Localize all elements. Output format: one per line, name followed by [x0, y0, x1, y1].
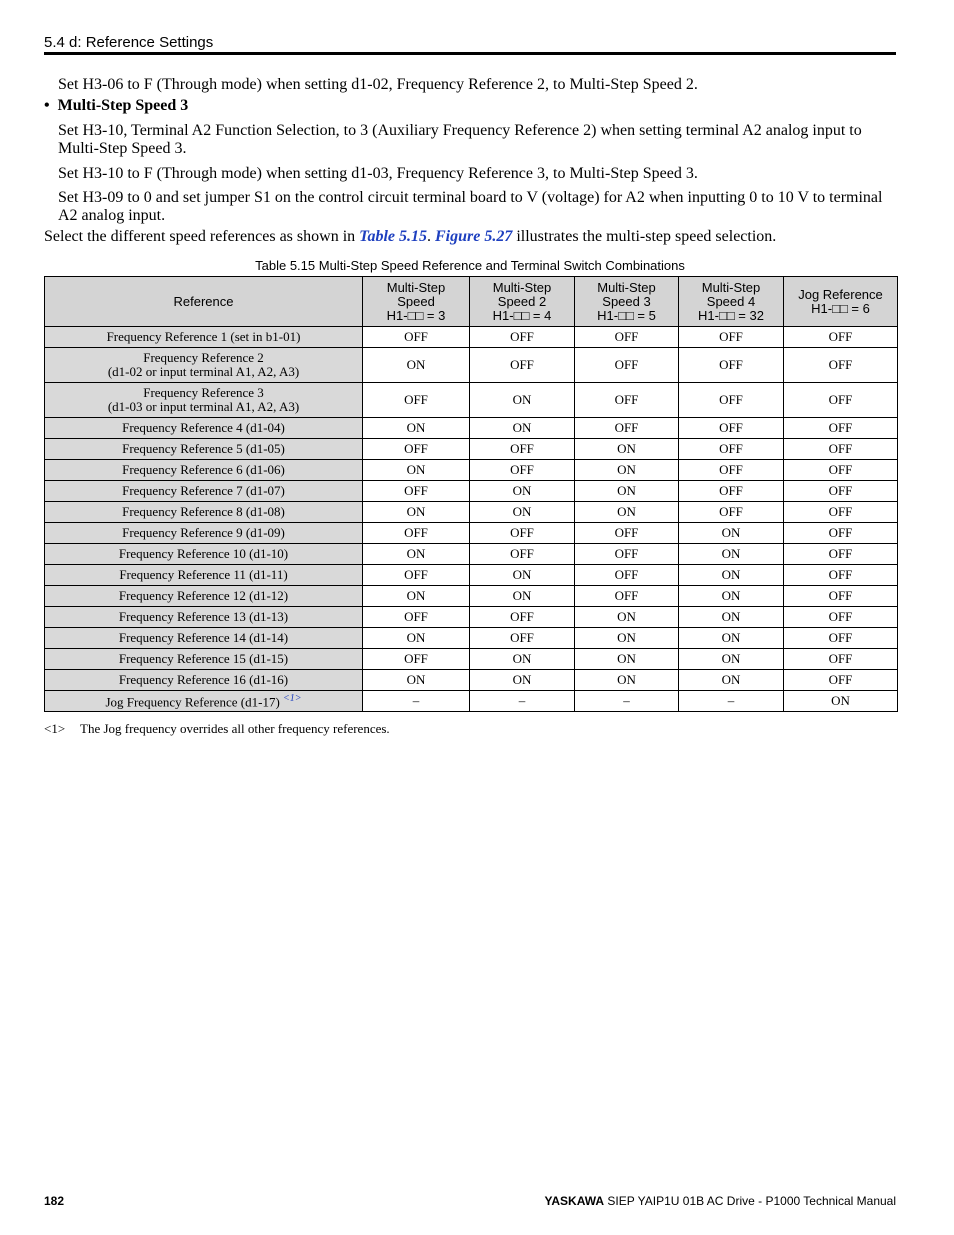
table-header-row	[45, 277, 898, 327]
reference-cell: Frequency Reference 2 (d1-02 or input terminal A1, A2, A3)	[45, 348, 363, 383]
switch-state-cell: OFF	[575, 418, 679, 439]
switch-state-cell: OFF	[784, 670, 898, 691]
table-5-15-link[interactable]: Table 5.15	[359, 228, 427, 245]
switch-state-cell: OFF	[575, 383, 679, 418]
table-row	[45, 418, 898, 439]
reference-cell: Frequency Reference 16 (d1-16)	[45, 670, 363, 691]
switch-state-cell: OFF	[363, 649, 470, 670]
table-row	[45, 586, 898, 607]
switch-state-cell: ON	[575, 607, 679, 628]
table-row	[45, 348, 898, 383]
switch-state-cell: OFF	[470, 348, 575, 383]
switch-state-cell: ON	[679, 544, 784, 565]
switch-state-cell: OFF	[363, 383, 470, 418]
table-caption: Table 5.15 Multi-Step Speed Reference and Terminal Switch Combinations	[255, 258, 685, 273]
brand-name: YASKAWA	[544, 1194, 605, 1208]
switch-state-cell: OFF	[470, 439, 575, 460]
switch-state-cell: OFF	[363, 327, 470, 348]
reference-cell: Frequency Reference 13 (d1-13)	[45, 607, 363, 628]
reference-cell: Frequency Reference 5 (d1-05)	[45, 439, 363, 460]
switch-state-cell: OFF	[679, 481, 784, 502]
switch-state-cell: –	[470, 691, 575, 712]
switch-state-cell: ON	[679, 607, 784, 628]
reference-cell: Frequency Reference 4 (d1-04)	[45, 418, 363, 439]
switch-state-cell: OFF	[363, 439, 470, 460]
page-number: 182	[44, 1194, 65, 1208]
switch-state-cell: OFF	[784, 481, 898, 502]
switch-state-cell: OFF	[679, 502, 784, 523]
text-sep: .	[427, 228, 435, 245]
table-row	[45, 691, 898, 712]
header-multi-step-speed-3: Multi-Step Speed 3 H1-□□ = 5	[575, 277, 679, 327]
reference-cell: Frequency Reference 7 (d1-07)	[45, 481, 363, 502]
reference-cell: Frequency Reference 15 (d1-15)	[45, 649, 363, 670]
switch-state-cell: ON	[470, 649, 575, 670]
paragraph-select-references	[44, 228, 900, 246]
switch-state-cell: OFF	[784, 649, 898, 670]
reference-cell: Jog Frequency Reference (d1-17) $^{<1>}$	[45, 691, 363, 712]
switch-state-cell: OFF	[784, 544, 898, 565]
switch-state-cell: ON	[363, 348, 470, 383]
switch-state-cell: ON	[575, 628, 679, 649]
switch-state-cell: OFF	[679, 439, 784, 460]
switch-state-cell: ON	[470, 418, 575, 439]
switch-state-cell: OFF	[679, 460, 784, 481]
switch-state-cell: ON	[575, 439, 679, 460]
switch-state-cell: OFF	[575, 544, 679, 565]
table-row	[45, 628, 898, 649]
table-row	[45, 383, 898, 418]
switch-state-cell: OFF	[470, 460, 575, 481]
footnote-text: The Jog frequency overrides all other frequency references.	[80, 721, 390, 736]
switch-state-cell: OFF	[575, 327, 679, 348]
text-illustrates: illustrates the multi-step speed selection.	[512, 228, 777, 245]
switch-state-cell: OFF	[470, 523, 575, 544]
switch-state-cell: OFF	[679, 327, 784, 348]
switch-state-cell: ON	[470, 565, 575, 586]
header-jog-reference: Jog Reference H1-□□ = 6	[784, 277, 898, 327]
footnote-ref-link[interactable]: <1>	[283, 693, 302, 705]
switch-state-cell: OFF	[784, 348, 898, 383]
switch-state-cell: OFF	[575, 348, 679, 383]
switch-state-cell: ON	[575, 649, 679, 670]
reference-cell: Frequency Reference 14 (d1-14)	[45, 628, 363, 649]
switch-state-cell: OFF	[679, 383, 784, 418]
manual-title	[544, 1194, 896, 1208]
switch-state-cell: OFF	[470, 327, 575, 348]
switch-state-cell: ON	[363, 502, 470, 523]
reference-cell: Frequency Reference 9 (d1-09)	[45, 523, 363, 544]
switch-state-cell: ON	[470, 481, 575, 502]
table-row	[45, 502, 898, 523]
switch-state-cell: OFF	[784, 565, 898, 586]
switch-state-cell: ON	[363, 460, 470, 481]
switch-state-cell: ON	[470, 586, 575, 607]
text-select: Select the different speed references as shown in	[44, 228, 360, 245]
switch-state-cell: ON	[363, 628, 470, 649]
switch-state-cell: OFF	[784, 327, 898, 348]
switch-state-cell: OFF	[784, 383, 898, 418]
speed-reference-table	[44, 276, 898, 712]
paragraph-h3-10-function: Set H3-10, Terminal A2 Function Selection, to 3 (Auxiliary Frequency Reference 2) when setting terminal A2 analog input to Multi-Step Speed 3.	[58, 122, 862, 157]
table-row	[45, 439, 898, 460]
switch-state-cell: ON	[575, 502, 679, 523]
reference-cell: Frequency Reference 11 (d1-11)	[45, 565, 363, 586]
reference-cell: Frequency Reference 12 (d1-12)	[45, 586, 363, 607]
switch-state-cell: ON	[679, 628, 784, 649]
paragraph-h3-06: Set H3-06 to F (Through mode) when setting d1-02, Frequency Reference 2, to Multi-Step Speed 2.	[58, 76, 698, 93]
switch-state-cell: OFF	[470, 544, 575, 565]
switch-state-cell: ON	[470, 670, 575, 691]
reference-cell: Frequency Reference 6 (d1-06)	[45, 460, 363, 481]
switch-state-cell: OFF	[575, 586, 679, 607]
header-multi-step-speed-4: Multi-Step Speed 4 H1-□□ = 32	[679, 277, 784, 327]
switch-state-cell: ON	[679, 649, 784, 670]
reference-cell: Frequency Reference 8 (d1-08)	[45, 502, 363, 523]
switch-state-cell: OFF	[784, 418, 898, 439]
switch-state-cell: OFF	[363, 565, 470, 586]
section-header: 5.4 d: Reference Settings	[44, 34, 896, 55]
switch-state-cell: ON	[575, 670, 679, 691]
switch-state-cell: OFF	[784, 607, 898, 628]
switch-state-cell: OFF	[363, 607, 470, 628]
table-row	[45, 670, 898, 691]
switch-state-cell: –	[363, 691, 470, 712]
manual-name: SIEP YAIP1U 01B AC Drive - P1000 Technical Manual	[604, 1194, 896, 1208]
switch-state-cell: OFF	[784, 523, 898, 544]
switch-state-cell: OFF	[679, 418, 784, 439]
switch-state-cell: OFF	[575, 565, 679, 586]
switch-state-cell: OFF	[679, 348, 784, 383]
switch-state-cell: OFF	[784, 502, 898, 523]
switch-state-cell: ON	[470, 502, 575, 523]
header-multi-step-speed-2: Multi-Step Speed 2 H1-□□ = 4	[470, 277, 575, 327]
switch-state-cell: OFF	[784, 628, 898, 649]
table-row	[45, 607, 898, 628]
switch-state-cell: ON	[575, 481, 679, 502]
switch-state-cell: OFF	[784, 439, 898, 460]
table-row	[45, 327, 898, 348]
table-row	[45, 481, 898, 502]
switch-state-cell: OFF	[470, 607, 575, 628]
switch-state-cell: ON	[575, 460, 679, 481]
footnote	[44, 721, 390, 737]
switch-state-cell: OFF	[363, 523, 470, 544]
figure-5-27-link[interactable]: Figure 5.27	[435, 228, 513, 245]
header-multi-step-speed-1: Multi-Step Speed H1-□□ = 3	[363, 277, 470, 327]
table-row	[45, 523, 898, 544]
table-row	[45, 460, 898, 481]
footnote-tag: <1>	[44, 721, 66, 736]
switch-state-cell: ON	[363, 418, 470, 439]
reference-cell: Frequency Reference 3 (d1-03 or input terminal A1, A2, A3)	[45, 383, 363, 418]
switch-state-cell: OFF	[575, 523, 679, 544]
paragraph-h3-09: Set H3-09 to 0 and set jumper S1 on the control circuit terminal board to V (voltage) for A2 when inputting 0 to 10 V to terminal A2 analog input.	[58, 189, 883, 224]
switch-state-cell: ON	[784, 691, 898, 712]
header-reference: Reference	[45, 277, 363, 327]
switch-state-cell: ON	[363, 670, 470, 691]
switch-state-cell: OFF	[470, 628, 575, 649]
switch-state-cell: ON	[363, 586, 470, 607]
switch-state-cell: ON	[679, 670, 784, 691]
paragraph-h3-10-through: Set H3-10 to F (Through mode) when setting d1-03, Frequency Reference 3, to Multi-Step Speed 3.	[58, 165, 698, 182]
switch-state-cell: OFF	[784, 586, 898, 607]
switch-state-cell: –	[679, 691, 784, 712]
switch-state-cell: ON	[363, 544, 470, 565]
table-row	[45, 649, 898, 670]
table-row	[45, 565, 898, 586]
bullet-label: Multi-Step Speed 3	[57, 97, 189, 114]
table-row	[45, 544, 898, 565]
switch-state-cell: ON	[679, 565, 784, 586]
switch-state-cell: OFF	[363, 481, 470, 502]
switch-state-cell: ON	[470, 383, 575, 418]
switch-state-cell: ON	[679, 523, 784, 544]
table-body	[45, 327, 898, 712]
switch-state-cell: OFF	[784, 460, 898, 481]
switch-state-cell: –	[575, 691, 679, 712]
reference-cell: Frequency Reference 10 (d1-10)	[45, 544, 363, 565]
bullet-multi-step-speed-3: • Multi-Step Speed 3	[44, 97, 189, 114]
reference-cell: Frequency Reference 1 (set in b1-01)	[45, 327, 363, 348]
switch-state-cell: ON	[679, 586, 784, 607]
